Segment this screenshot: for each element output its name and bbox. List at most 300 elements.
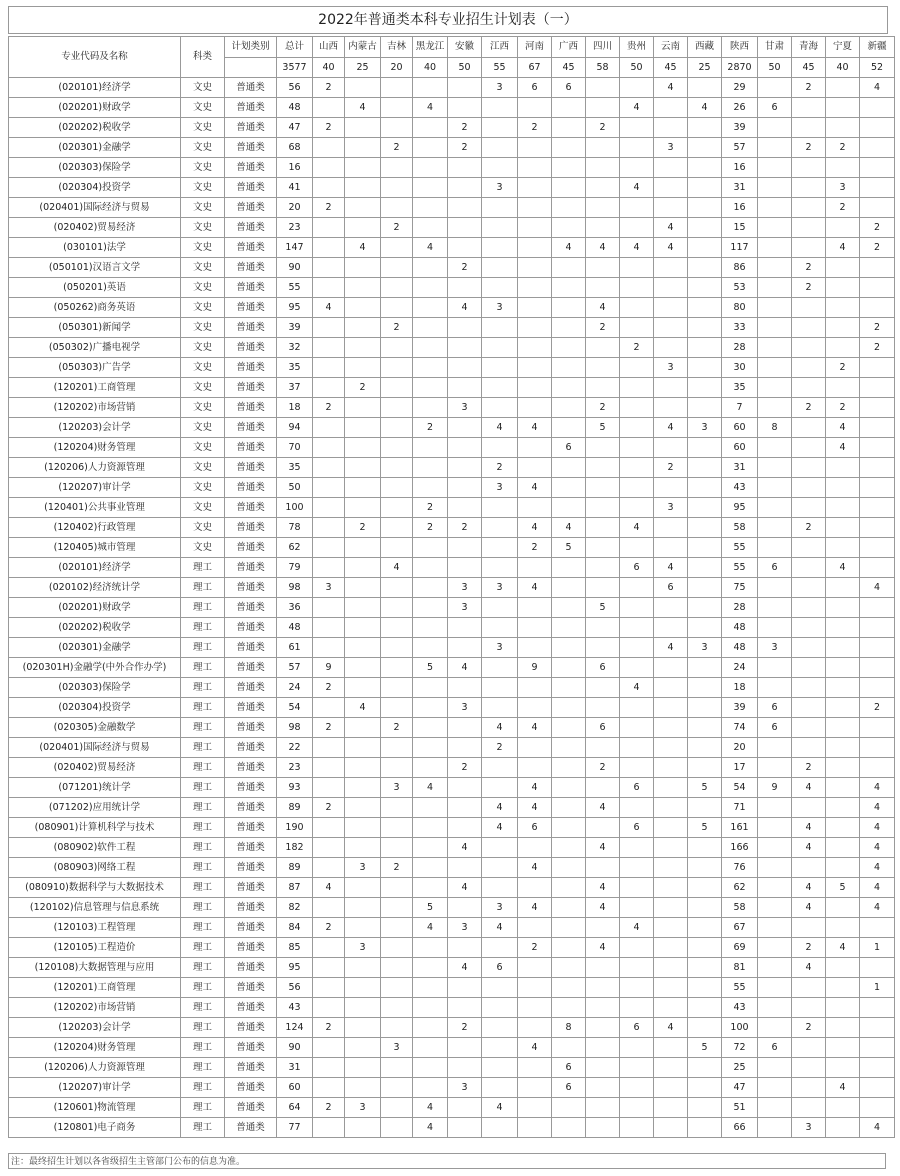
- count-cell: [448, 358, 482, 378]
- count-cell: 3: [381, 1038, 413, 1058]
- category-cell: 理工: [181, 718, 225, 738]
- table-row: [9, 758, 895, 778]
- count-cell: [620, 1058, 654, 1078]
- count-cell: [552, 918, 586, 938]
- count-cell: [482, 358, 518, 378]
- count-cell: [826, 378, 860, 398]
- total-cell: 98: [277, 578, 313, 598]
- count-cell: 4: [448, 838, 482, 858]
- major-cell: (071201)统计学: [9, 778, 181, 798]
- count-cell: [413, 198, 448, 218]
- count-cell: 4: [518, 858, 552, 878]
- province-total-cell: 45: [792, 57, 826, 78]
- count-cell: [345, 758, 381, 778]
- count-cell: [860, 1098, 895, 1118]
- count-cell: 2: [654, 458, 688, 478]
- count-cell: [482, 398, 518, 418]
- total-cell: 23: [277, 758, 313, 778]
- count-cell: [313, 538, 345, 558]
- header-plan-type: 计划类别: [225, 37, 277, 58]
- major-cell: (120207)审计学: [9, 1078, 181, 1098]
- count-cell: 5: [688, 778, 722, 798]
- count-cell: [413, 558, 448, 578]
- count-cell: [313, 838, 345, 858]
- header-category: 科类: [181, 37, 225, 78]
- count-cell: 2: [586, 758, 620, 778]
- count-cell: [413, 538, 448, 558]
- count-cell: [413, 318, 448, 338]
- count-cell: [413, 178, 448, 198]
- count-cell: 4: [482, 918, 518, 938]
- count-cell: [586, 158, 620, 178]
- count-cell: [758, 398, 792, 418]
- category-cell: 理工: [181, 1058, 225, 1078]
- count-cell: [413, 158, 448, 178]
- count-cell: [826, 698, 860, 718]
- count-cell: 2: [313, 918, 345, 938]
- count-cell: [313, 418, 345, 438]
- count-cell: 54: [722, 778, 758, 798]
- count-cell: 2: [313, 798, 345, 818]
- count-cell: 4: [448, 658, 482, 678]
- total-cell: 85: [277, 938, 313, 958]
- count-cell: 2: [860, 218, 895, 238]
- count-cell: 2: [518, 118, 552, 138]
- category-cell: 文史: [181, 78, 225, 98]
- count-cell: [345, 1078, 381, 1098]
- count-cell: [448, 278, 482, 298]
- major-cell: (020202)税收学: [9, 118, 181, 138]
- count-cell: [381, 458, 413, 478]
- plan-type-cell: 普通类: [225, 418, 277, 438]
- count-cell: 2: [586, 318, 620, 338]
- count-cell: [448, 78, 482, 98]
- count-cell: [518, 878, 552, 898]
- count-cell: [413, 78, 448, 98]
- count-cell: [654, 998, 688, 1018]
- table-header: [9, 37, 895, 78]
- major-cell: (120105)工程造价: [9, 938, 181, 958]
- count-cell: 9: [313, 658, 345, 678]
- count-cell: 5: [413, 898, 448, 918]
- count-cell: [482, 538, 518, 558]
- count-cell: [381, 978, 413, 998]
- category-cell: 文史: [181, 198, 225, 218]
- category-cell: 理工: [181, 578, 225, 598]
- major-cell: (020303)保险学: [9, 678, 181, 698]
- province-total-cell: 25: [688, 57, 722, 78]
- count-cell: [482, 938, 518, 958]
- category-cell: 理工: [181, 878, 225, 898]
- count-cell: 4: [448, 878, 482, 898]
- total-cell: 47: [277, 118, 313, 138]
- count-cell: 4: [482, 418, 518, 438]
- count-cell: [620, 138, 654, 158]
- count-cell: [826, 658, 860, 678]
- count-cell: [482, 118, 518, 138]
- count-cell: [758, 358, 792, 378]
- count-cell: 29: [722, 78, 758, 98]
- count-cell: [688, 518, 722, 538]
- count-cell: 4: [518, 778, 552, 798]
- count-cell: 43: [722, 998, 758, 1018]
- major-cell: (120202)市场营销: [9, 998, 181, 1018]
- count-cell: [413, 378, 448, 398]
- count-cell: 72: [722, 1038, 758, 1058]
- count-cell: [688, 618, 722, 638]
- count-cell: [758, 798, 792, 818]
- header-province: 甘肃: [758, 37, 792, 58]
- province-total-cell: 52: [860, 57, 895, 78]
- count-cell: 4: [792, 878, 826, 898]
- count-cell: [586, 1098, 620, 1118]
- count-cell: 6: [620, 1018, 654, 1038]
- count-cell: [313, 338, 345, 358]
- count-cell: [620, 398, 654, 418]
- count-cell: [482, 658, 518, 678]
- count-cell: [586, 858, 620, 878]
- plan-type-cell: 普通类: [225, 518, 277, 538]
- count-cell: [413, 398, 448, 418]
- count-cell: [552, 418, 586, 438]
- count-cell: [381, 278, 413, 298]
- count-cell: 2: [792, 78, 826, 98]
- category-cell: 理工: [181, 958, 225, 978]
- count-cell: [518, 318, 552, 338]
- province-total-cell: 2870: [722, 57, 758, 78]
- count-cell: [586, 1118, 620, 1138]
- count-cell: 5: [552, 538, 586, 558]
- plan-type-cell: 普通类: [225, 498, 277, 518]
- count-cell: [552, 458, 586, 478]
- count-cell: [482, 978, 518, 998]
- count-cell: [381, 238, 413, 258]
- count-cell: 6: [758, 98, 792, 118]
- count-cell: [518, 378, 552, 398]
- count-cell: [381, 1058, 413, 1078]
- count-cell: [552, 778, 586, 798]
- plan-type-cell: 普通类: [225, 258, 277, 278]
- count-cell: [860, 398, 895, 418]
- count-cell: 3: [448, 578, 482, 598]
- count-cell: [860, 138, 895, 158]
- count-cell: [688, 1118, 722, 1138]
- count-cell: [758, 1018, 792, 1038]
- category-cell: 理工: [181, 1038, 225, 1058]
- count-cell: 3: [758, 638, 792, 658]
- count-cell: [552, 178, 586, 198]
- category-cell: 理工: [181, 758, 225, 778]
- count-cell: [654, 938, 688, 958]
- count-cell: 3: [482, 78, 518, 98]
- count-cell: [482, 338, 518, 358]
- count-cell: 4: [620, 178, 654, 198]
- count-cell: 53: [722, 278, 758, 298]
- count-cell: [518, 698, 552, 718]
- table-row: [9, 138, 895, 158]
- count-cell: 4: [826, 438, 860, 458]
- count-cell: 55: [722, 978, 758, 998]
- total-cell: 60: [277, 1078, 313, 1098]
- count-cell: [345, 1118, 381, 1138]
- count-cell: [620, 158, 654, 178]
- count-cell: [620, 658, 654, 678]
- count-cell: 48: [722, 638, 758, 658]
- count-cell: [620, 978, 654, 998]
- table-row: [9, 738, 895, 758]
- count-cell: [518, 1078, 552, 1098]
- plan-type-cell: 普通类: [225, 598, 277, 618]
- count-cell: [552, 278, 586, 298]
- count-cell: [654, 1078, 688, 1098]
- total-cell: 147: [277, 238, 313, 258]
- count-cell: [482, 198, 518, 218]
- count-cell: [688, 718, 722, 738]
- count-cell: [620, 798, 654, 818]
- count-cell: [482, 558, 518, 578]
- count-cell: 3: [448, 398, 482, 418]
- count-cell: [413, 578, 448, 598]
- count-cell: 81: [722, 958, 758, 978]
- count-cell: [552, 298, 586, 318]
- count-cell: [413, 758, 448, 778]
- count-cell: 2: [448, 758, 482, 778]
- count-cell: [552, 398, 586, 418]
- header-province: 四川: [586, 37, 620, 58]
- count-cell: 4: [688, 98, 722, 118]
- count-cell: 4: [654, 558, 688, 578]
- count-cell: 3: [688, 418, 722, 438]
- count-cell: [413, 638, 448, 658]
- count-cell: [448, 798, 482, 818]
- count-cell: [688, 238, 722, 258]
- count-cell: 2: [518, 938, 552, 958]
- plan-type-cell: 普通类: [225, 458, 277, 478]
- count-cell: [586, 198, 620, 218]
- count-cell: [688, 378, 722, 398]
- plan-type-cell: 普通类: [225, 858, 277, 878]
- count-cell: 3: [482, 478, 518, 498]
- total-cell: 87: [277, 878, 313, 898]
- count-cell: 51: [722, 1098, 758, 1118]
- total-cell: 50: [277, 478, 313, 498]
- count-cell: 3: [313, 578, 345, 598]
- count-cell: [620, 258, 654, 278]
- count-cell: 76: [722, 858, 758, 878]
- count-cell: [552, 358, 586, 378]
- count-cell: 4: [482, 718, 518, 738]
- count-cell: 47: [722, 1078, 758, 1098]
- count-cell: [620, 418, 654, 438]
- count-cell: [620, 898, 654, 918]
- count-cell: [313, 998, 345, 1018]
- table-row: [9, 998, 895, 1018]
- count-cell: [826, 598, 860, 618]
- count-cell: [518, 198, 552, 218]
- count-cell: 39: [722, 118, 758, 138]
- count-cell: [586, 178, 620, 198]
- count-cell: [381, 838, 413, 858]
- count-cell: [413, 998, 448, 1018]
- province-total-cell: 67: [518, 57, 552, 78]
- count-cell: [758, 938, 792, 958]
- count-cell: [413, 478, 448, 498]
- count-cell: [313, 498, 345, 518]
- category-cell: 理工: [181, 698, 225, 718]
- count-cell: [688, 258, 722, 278]
- count-cell: 2: [413, 418, 448, 438]
- count-cell: [518, 618, 552, 638]
- count-cell: [413, 678, 448, 698]
- province-total-cell: 25: [345, 57, 381, 78]
- province-total-cell: 50: [620, 57, 654, 78]
- count-cell: [552, 198, 586, 218]
- count-cell: [688, 918, 722, 938]
- count-cell: 2: [860, 338, 895, 358]
- count-cell: [482, 518, 518, 538]
- count-cell: [482, 838, 518, 858]
- count-cell: 4: [345, 98, 381, 118]
- header-province: 西藏: [688, 37, 722, 58]
- count-cell: [345, 678, 381, 698]
- count-cell: [792, 558, 826, 578]
- count-cell: [688, 478, 722, 498]
- count-cell: [448, 638, 482, 658]
- count-cell: [586, 338, 620, 358]
- table-row: [9, 238, 895, 258]
- count-cell: [552, 598, 586, 618]
- count-cell: [860, 278, 895, 298]
- major-cell: (120601)物流管理: [9, 1098, 181, 1118]
- count-cell: 43: [722, 478, 758, 498]
- count-cell: [826, 1058, 860, 1078]
- category-cell: 文史: [181, 318, 225, 338]
- count-cell: [586, 918, 620, 938]
- count-cell: 4: [313, 878, 345, 898]
- count-cell: [381, 498, 413, 518]
- count-cell: [620, 1098, 654, 1118]
- count-cell: [313, 598, 345, 618]
- category-cell: 文史: [181, 158, 225, 178]
- count-cell: [313, 358, 345, 378]
- count-cell: 5: [688, 818, 722, 838]
- count-cell: [826, 898, 860, 918]
- count-cell: [413, 298, 448, 318]
- major-cell: (080903)网络工程: [9, 858, 181, 878]
- count-cell: 3: [345, 858, 381, 878]
- count-cell: [518, 838, 552, 858]
- count-cell: [552, 858, 586, 878]
- count-cell: [792, 1078, 826, 1098]
- category-cell: 理工: [181, 898, 225, 918]
- count-cell: [826, 538, 860, 558]
- header-province: 陕西: [722, 37, 758, 58]
- count-cell: [654, 778, 688, 798]
- count-cell: [758, 498, 792, 518]
- count-cell: [518, 178, 552, 198]
- header-row: [9, 37, 895, 58]
- count-cell: [688, 318, 722, 338]
- major-cell: (020201)财政学: [9, 98, 181, 118]
- count-cell: 39: [722, 698, 758, 718]
- count-cell: 4: [586, 798, 620, 818]
- count-cell: 4: [586, 298, 620, 318]
- count-cell: [620, 498, 654, 518]
- count-cell: 58: [722, 898, 758, 918]
- count-cell: [518, 438, 552, 458]
- count-cell: [448, 198, 482, 218]
- count-cell: [345, 158, 381, 178]
- count-cell: [620, 1038, 654, 1058]
- count-cell: 2: [792, 258, 826, 278]
- count-cell: [413, 278, 448, 298]
- count-cell: [758, 678, 792, 698]
- count-cell: [552, 898, 586, 918]
- count-cell: 6: [518, 78, 552, 98]
- count-cell: [586, 578, 620, 598]
- count-cell: 6: [552, 1058, 586, 1078]
- count-cell: 4: [482, 798, 518, 818]
- count-cell: [448, 938, 482, 958]
- count-cell: [381, 1018, 413, 1038]
- count-cell: [792, 238, 826, 258]
- table-row: [9, 618, 895, 638]
- count-cell: [586, 138, 620, 158]
- count-cell: [758, 1098, 792, 1118]
- count-cell: [758, 1058, 792, 1078]
- count-cell: [758, 958, 792, 978]
- count-cell: [792, 658, 826, 678]
- category-cell: 文史: [181, 398, 225, 418]
- major-cell: (120103)工程管理: [9, 918, 181, 938]
- count-cell: 2: [313, 398, 345, 418]
- count-cell: [826, 718, 860, 738]
- count-cell: [620, 718, 654, 738]
- plan-type-cell: 普通类: [225, 338, 277, 358]
- count-cell: [586, 438, 620, 458]
- count-cell: 6: [586, 658, 620, 678]
- count-cell: [381, 98, 413, 118]
- count-cell: [448, 998, 482, 1018]
- count-cell: 2: [826, 358, 860, 378]
- count-cell: [381, 878, 413, 898]
- count-cell: [758, 138, 792, 158]
- count-cell: [345, 438, 381, 458]
- total-cell: 70: [277, 438, 313, 458]
- count-cell: 166: [722, 838, 758, 858]
- category-cell: 文史: [181, 538, 225, 558]
- table-row: [9, 538, 895, 558]
- count-cell: [688, 78, 722, 98]
- count-cell: [313, 258, 345, 278]
- count-cell: 6: [758, 698, 792, 718]
- plan-type-cell: 普通类: [225, 538, 277, 558]
- count-cell: [448, 218, 482, 238]
- plan-type-cell: 普通类: [225, 198, 277, 218]
- count-cell: 2: [313, 198, 345, 218]
- count-cell: [688, 138, 722, 158]
- count-cell: [518, 238, 552, 258]
- count-cell: 4: [518, 798, 552, 818]
- count-cell: [518, 598, 552, 618]
- major-cell: (120207)审计学: [9, 478, 181, 498]
- plan-type-cell: 普通类: [225, 878, 277, 898]
- table-row: [9, 1038, 895, 1058]
- total-cell: 36: [277, 598, 313, 618]
- table-row: [9, 318, 895, 338]
- count-cell: 6: [758, 558, 792, 578]
- category-cell: 理工: [181, 1078, 225, 1098]
